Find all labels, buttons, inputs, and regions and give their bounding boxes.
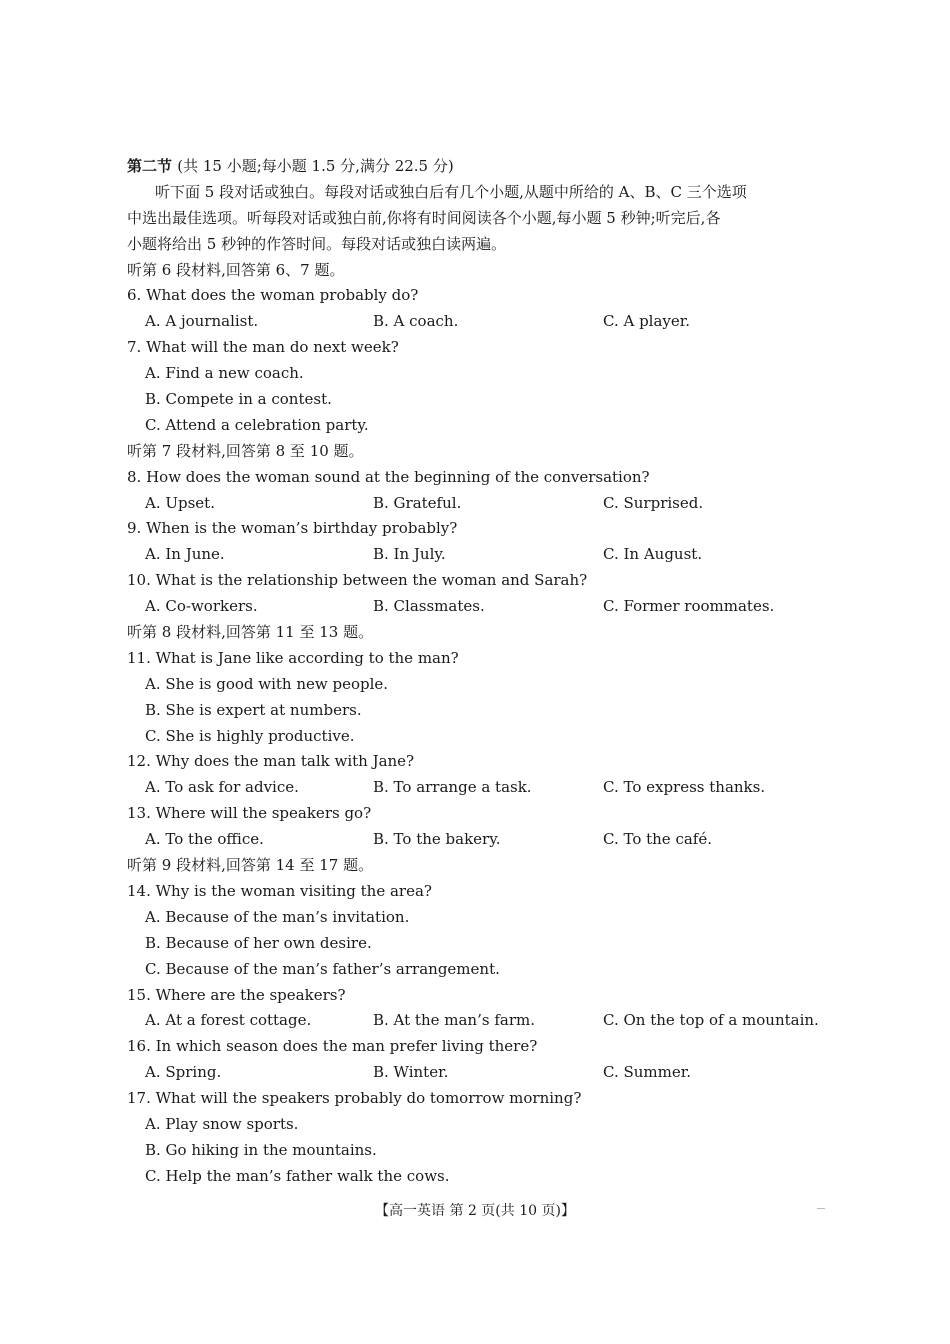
answer-option: C. Former roommates. — [603, 597, 775, 616]
answer-option: B. Go hiking in the mountains. — [145, 1140, 377, 1159]
answer-option: C. She is highly productive. — [145, 726, 355, 745]
answer-option: C. To express thanks. — [603, 778, 766, 797]
group-label: 听第 6 段材料,回答第 6、7 题。 — [127, 260, 345, 279]
question-stem: 17. What will the speakers probably do tomorrow morning? — [127, 1089, 582, 1108]
answer-option: A. Find a new coach. — [145, 364, 304, 383]
page-content — [127, 154, 827, 1190]
answer-option: C. Surprised. — [603, 493, 704, 512]
options-row — [127, 594, 827, 620]
question-stem: 13. Where will the speakers go? — [127, 804, 372, 823]
answer-option: C. Help the man’s father walk the cows. — [145, 1166, 450, 1185]
answer-option: B. Grateful. — [373, 493, 462, 512]
answer-option: A. To the office. — [145, 830, 264, 849]
answer-option: A. She is good with new people. — [145, 674, 389, 693]
options-row — [127, 309, 827, 335]
question-groups — [127, 258, 827, 1190]
answer-option: A. Play snow sports. — [145, 1114, 299, 1133]
instruction-line: 小题将给出 5 秒钟的作答时间。每段对话或独白读两遍。 — [127, 234, 507, 253]
question-stem: 15. Where are the speakers? — [127, 985, 346, 1004]
options-row — [127, 1008, 827, 1034]
section-header — [127, 154, 827, 180]
question-stem: 16. In which season does the man prefer living there? — [127, 1037, 538, 1056]
answer-option: B. To arrange a task. — [373, 778, 532, 797]
answer-option: C. On the top of a mountain. — [603, 1011, 819, 1030]
instruction-line: 听下面 5 段对话或独白。每段对话或独白后有几个小题,从题中所给的 A、B、C 三个选项 — [155, 182, 747, 201]
answer-option: A. Spring. — [145, 1063, 222, 1082]
answer-option: A. At a forest cottage. — [145, 1011, 312, 1030]
options-row — [127, 827, 827, 853]
answer-option: B. Classmates. — [373, 597, 485, 616]
options-row — [127, 491, 827, 517]
answer-option: A. To ask for advice. — [145, 778, 299, 797]
answer-option: C. Because of the man’s father’s arrangement. — [145, 959, 500, 978]
question-stem: 6. What does the woman probably do? — [127, 286, 419, 305]
corner-mark — [817, 1208, 825, 1209]
answer-option: C. To the café. — [603, 830, 712, 849]
instruction-line: 中选出最佳选项。听每段对话或独白前,你将有时间阅读各个小题,每小题 5 秒钟;听完后,各 — [127, 208, 721, 227]
answer-option: B. Compete in a contest. — [145, 390, 332, 409]
question-stem: 14. Why is the woman visiting the area? — [127, 881, 432, 900]
answer-option: B. Because of her own desire. — [145, 933, 372, 952]
question-stem: 12. Why does the man talk with Jane? — [127, 752, 415, 771]
answer-option: A. A journalist. — [145, 312, 259, 331]
answer-option: B. She is expert at numbers. — [145, 700, 362, 719]
page-footer: 【高一英语 第 2 页(共 10 页)】 — [375, 1203, 575, 1219]
group-label: 听第 9 段材料,回答第 14 至 17 题。 — [127, 856, 374, 875]
section-note: (共 15 小题;每小题 1.5 分,满分 22.5 分) — [177, 157, 454, 175]
question-stem: 9. When is the woman’s birthday probably? — [127, 519, 458, 538]
question-stem: 11. What is Jane like according to the man? — [127, 648, 459, 667]
answer-option: B. Winter. — [373, 1063, 449, 1082]
answer-option: C. Summer. — [603, 1063, 692, 1082]
answer-option: A. In June. — [145, 545, 225, 564]
answer-option: B. A coach. — [373, 312, 459, 331]
section-heading: 第二节 — [127, 157, 173, 175]
answer-option: A. Co-workers. — [145, 597, 258, 616]
answer-option: B. At the man’s farm. — [373, 1011, 535, 1030]
options-row — [127, 775, 827, 801]
answer-option: C. A player. — [603, 312, 691, 331]
options-row — [127, 1060, 827, 1086]
answer-option: A. Upset. — [145, 493, 215, 512]
question-stem: 8. How does the woman sound at the beginning of the conversation? — [127, 467, 650, 486]
group-label: 听第 8 段材料,回答第 11 至 13 题。 — [127, 623, 374, 642]
group-label: 听第 7 段材料,回答第 8 至 10 题。 — [127, 441, 364, 460]
answer-option: B. To the bakery. — [373, 830, 501, 849]
answer-option: C. Attend a celebration party. — [145, 415, 369, 434]
answer-option: B. In July. — [373, 545, 446, 564]
question-stem: 10. What is the relationship between the woman and Sarah? — [127, 571, 588, 590]
options-row — [127, 542, 827, 568]
answer-option: C. In August. — [603, 545, 703, 564]
answer-option: A. Because of the man’s invitation. — [145, 907, 410, 926]
question-stem: 7. What will the man do next week? — [127, 338, 399, 357]
